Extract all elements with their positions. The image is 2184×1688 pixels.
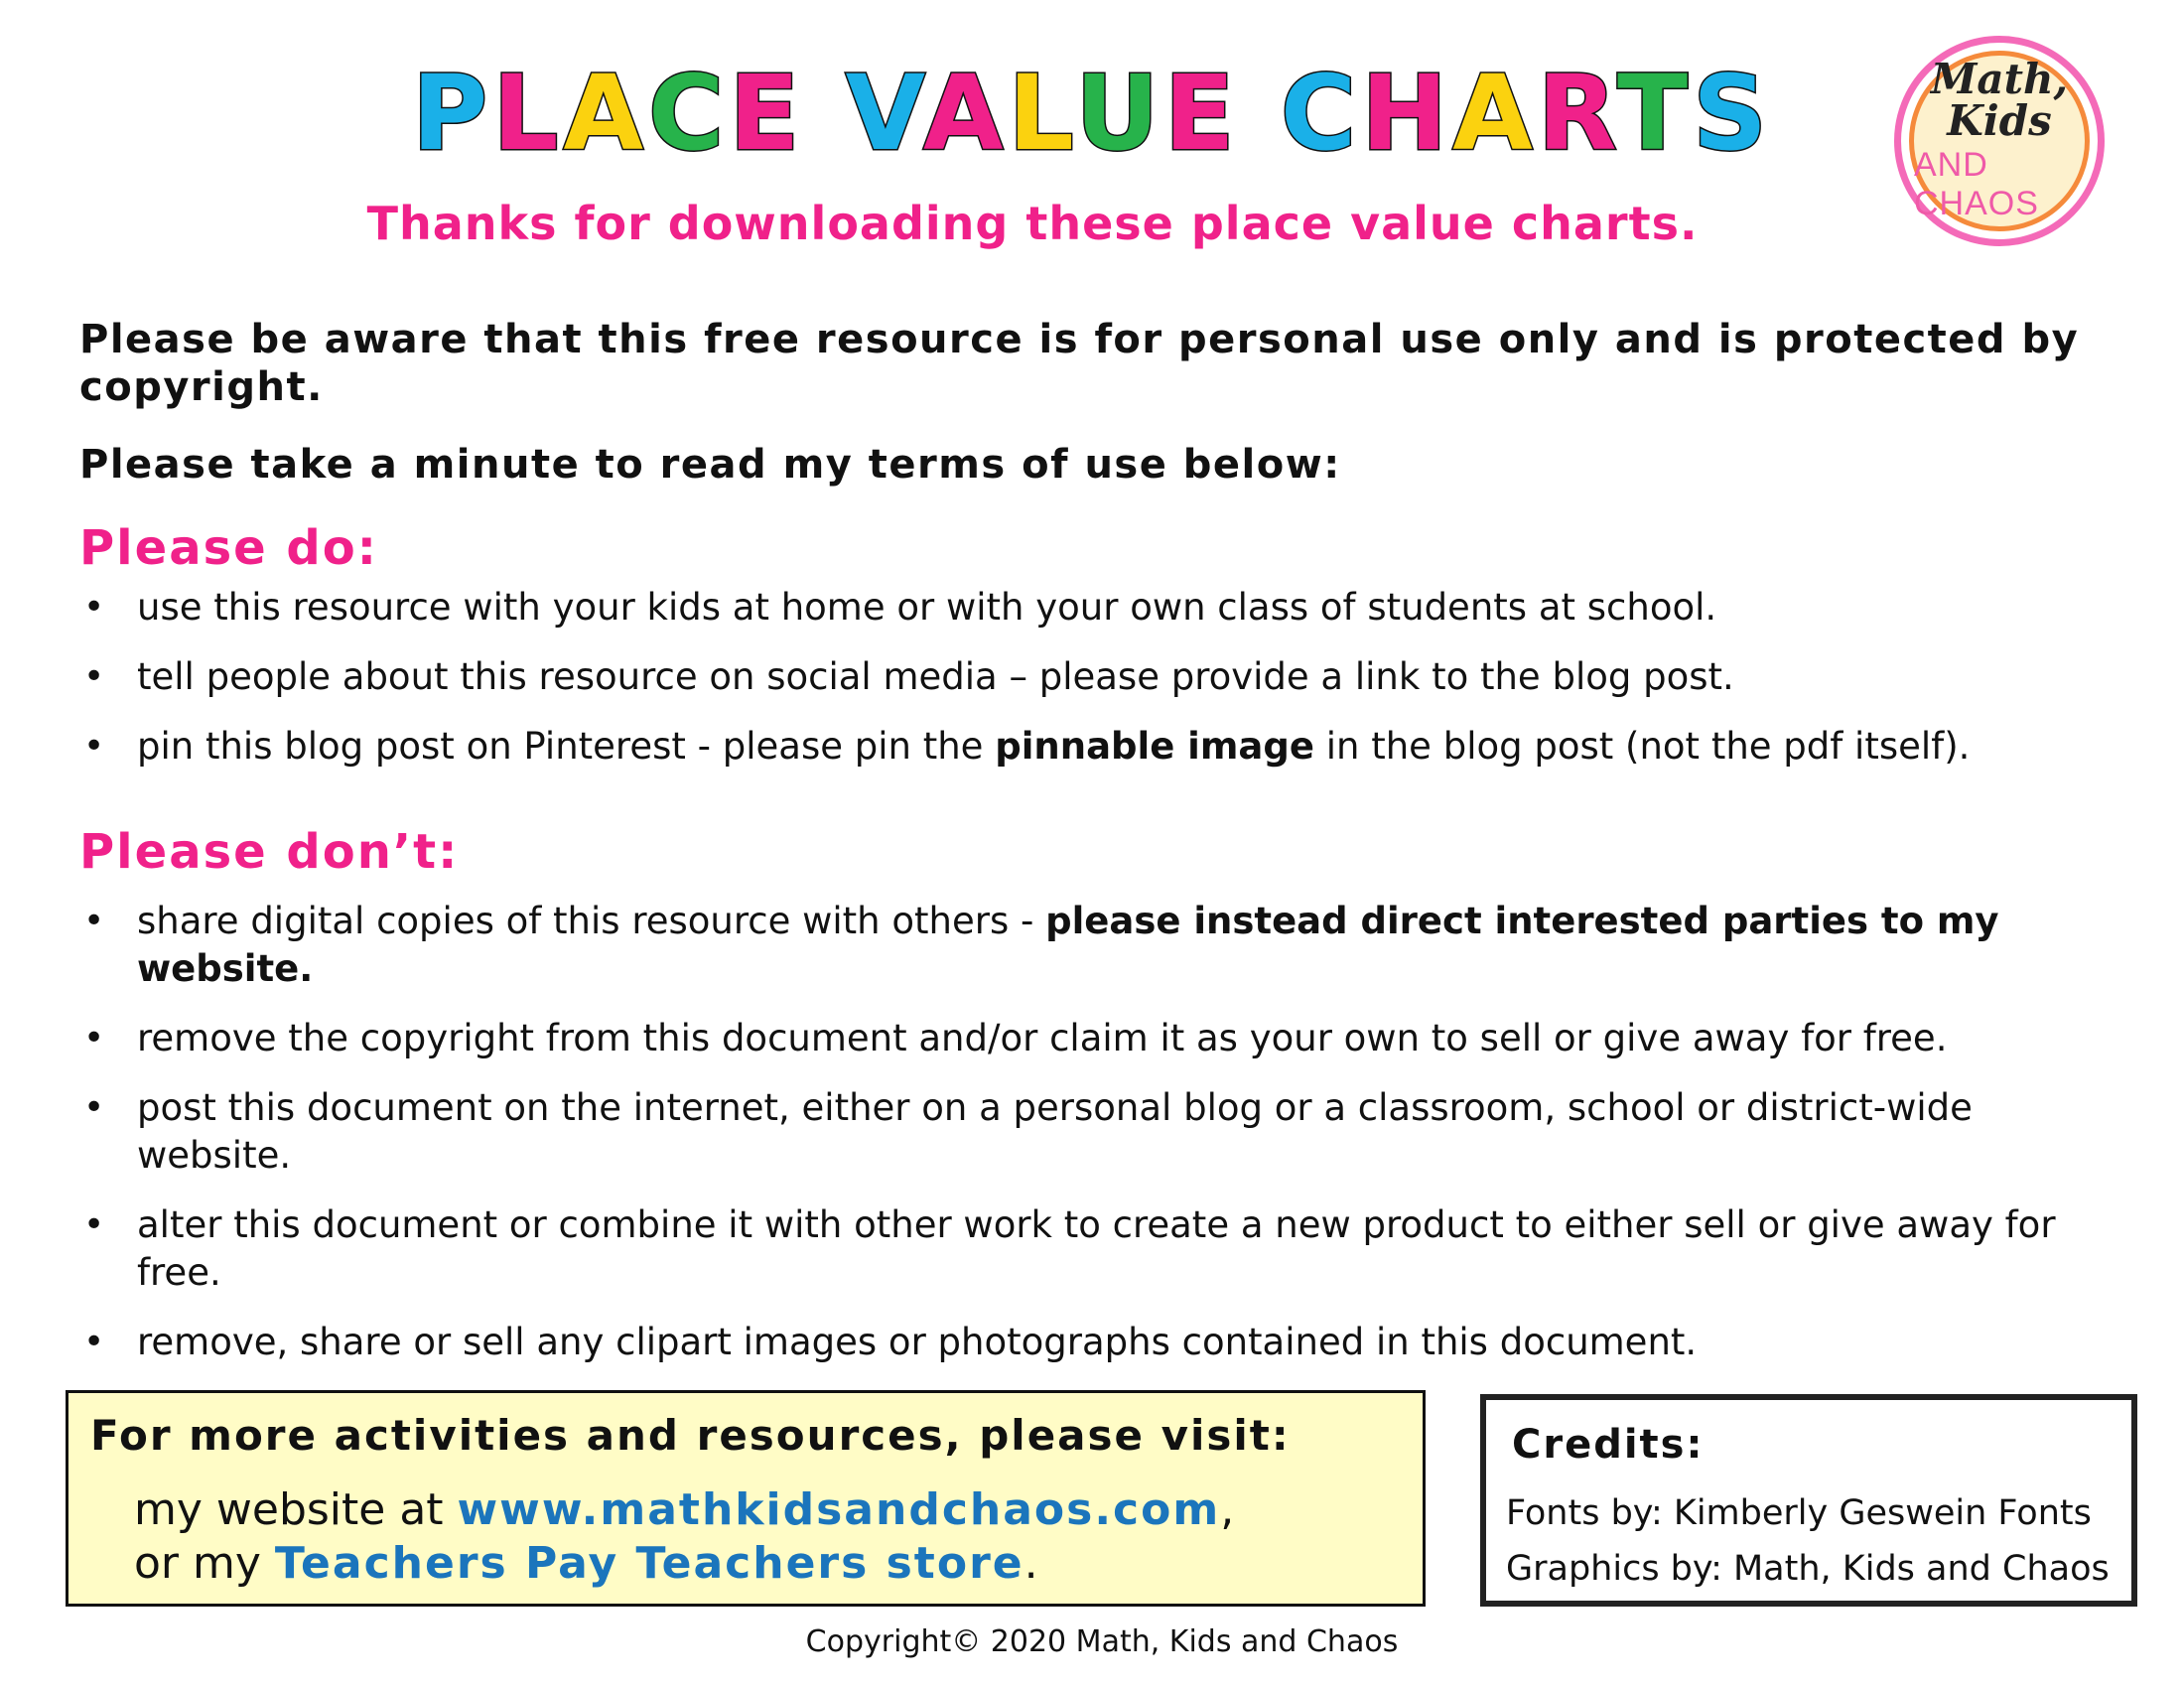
page-title [0, 53, 2184, 174]
title-letter: E [1163, 53, 1240, 174]
list-item-text: in the blog post (not the pdf itself). [1313, 725, 1971, 768]
list-item-text: remove, share or sell any clipart images or photographs contained in this document. [137, 1321, 1698, 1363]
credits-fonts: Fonts by: Kimberly Geswein Fonts [1506, 1493, 2092, 1533]
list-item [79, 584, 2124, 632]
title-letter [804, 53, 845, 174]
credits-graphics: Graphics by: Math, Kids and Chaos [1506, 1549, 2110, 1589]
list-item [79, 1084, 2124, 1180]
list-item-text: pin this blog post on Pinterest - please pin the [137, 725, 996, 768]
tpt-store-link[interactable]: Teachers Pay Teachers store [274, 1538, 1024, 1589]
list-item-text: post this document on the internet, either on a personal blog or a classroom, school or district-wide website. [137, 1086, 1973, 1177]
visit-store-line [134, 1538, 1038, 1589]
title-letter [1240, 53, 1281, 174]
page-subtitle: Thanks for downloading these place value charts. [366, 197, 1699, 250]
title-letter: A [1452, 53, 1538, 174]
visit-text: , [1220, 1484, 1235, 1535]
logo-badge [1894, 36, 2105, 246]
please-do-heading: Please do: [79, 520, 378, 576]
title-letter: V [845, 53, 924, 174]
logo-text-math: Math, [1930, 55, 2069, 103]
title-letter: A [923, 53, 1009, 174]
visit-text: my website at [134, 1484, 458, 1535]
list-item-text: share digital copies of this resource with others - [137, 900, 1046, 942]
list-item [79, 653, 2124, 701]
list-item-text: use this resource with your kids at home or with your own class of students at school. [137, 586, 1717, 629]
title-letter: S [1693, 53, 1772, 174]
title-letter: L [492, 53, 564, 174]
title-letter: E [729, 53, 805, 174]
read-terms-prompt: Please take a minute to read my terms of use below: [79, 442, 1341, 488]
visit-text: . [1024, 1538, 1038, 1589]
list-item-emphasis: pinnable image [995, 725, 1314, 768]
list-item [79, 1319, 2124, 1366]
visit-website-line [134, 1484, 1234, 1535]
please-do-list [79, 584, 2124, 771]
copyright-notice: Please be aware that this free resource is for personal use only and is protected by copyright. [79, 317, 2080, 410]
please-dont-heading: Please don’t: [79, 824, 460, 880]
list-item-text: alter this document or combine it with other work to create a new product to either sell or give away for free. [137, 1203, 2056, 1294]
title-letter: C [648, 53, 730, 174]
visit-box [66, 1390, 1426, 1607]
list-item [79, 1015, 2124, 1062]
list-item [79, 898, 2124, 993]
logo-inner-circle [1909, 51, 2090, 231]
title-letter: H [1361, 53, 1453, 174]
website-link[interactable]: www.mathkidsandchaos.com [457, 1484, 1221, 1535]
list-item-emphasis: please instead direct interested parties to my website. [137, 900, 1999, 990]
please-dont-list [79, 898, 2124, 1366]
list-item [79, 723, 2124, 771]
list-item [79, 1201, 2124, 1297]
title-letter: C [1280, 53, 1362, 174]
credits-box [1480, 1394, 2137, 1607]
list-item-text: remove the copyright from this document and/or claim it as your own to sell or give away for free. [137, 1017, 1948, 1059]
copyright-footer: Copyright© 2020 Math, Kids and Chaos [805, 1624, 1399, 1659]
credits-heading: Credits: [1512, 1422, 1705, 1468]
title-letter: U [1075, 53, 1164, 174]
title-letter: P [412, 53, 493, 174]
title-letter: L [1008, 53, 1076, 174]
title-letter: A [563, 53, 649, 174]
visit-text: or my [134, 1538, 275, 1589]
visit-heading: For more activities and resources, please visit: [90, 1411, 1291, 1460]
title-letter: T [1617, 53, 1694, 174]
title-letter: R [1537, 53, 1618, 174]
logo-text-and-chaos: AND CHAOS [1914, 146, 2039, 222]
logo-text-kids: Kids [1947, 96, 2052, 145]
list-item-text: tell people about this resource on social media – please provide a link to the blog post. [137, 655, 1734, 698]
